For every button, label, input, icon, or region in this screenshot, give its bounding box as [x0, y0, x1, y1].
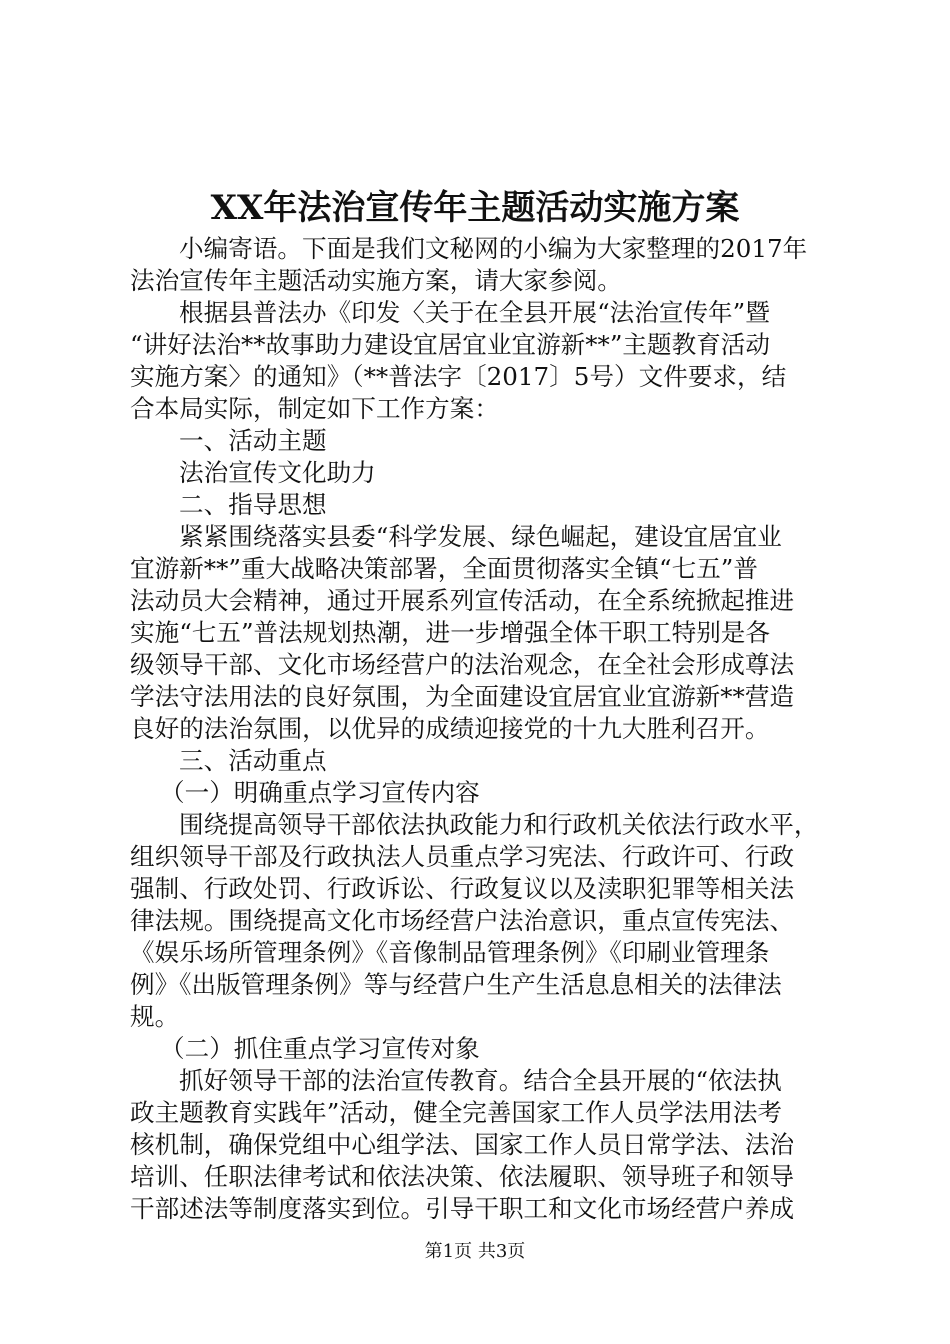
text-line: 学法守法用法的良好氛围，为全面建设宜居宜业宜游新**营造 [130, 682, 795, 711]
text-line: 实施方案〉的通知》（**普法字〔2017〕5号）文件要求，结 [130, 362, 787, 391]
text-line: 良好的法治氛围，以优异的成绩迎接党的十九大胜利召开。 [130, 714, 770, 743]
text-line: 法动员大会精神，通过开展系列宣传活动，在全系统掀起推进 [130, 586, 795, 615]
text-line: 律法规。围绕提高文化市场经营户法治意识，重点宣传宪法、 [130, 906, 795, 935]
text-line: 抓好领导干部的法治宣传教育。结合全县开展的“依法执 [179, 1066, 782, 1095]
text-line: 级领导干部、文化市场经营户的法治观念，在全社会形成尊法 [130, 650, 795, 679]
document-title: XX年法治宣传年主题活动实施方案 [210, 188, 740, 228]
section-heading: 一、活动主题 [179, 426, 327, 455]
text-line: 根据县普法办《印发〈关于在全县开展“法治宣传年”暨 [179, 298, 770, 327]
text-line: 合本局实际，制定如下工作方案： [130, 394, 499, 423]
text-line: 培训、任职法律考试和依法决策、依法履职、领导班子和领导 [130, 1162, 795, 1191]
text-line: 政主题教育实践年”活动，健全完善国家工作人员学法用法考 [130, 1098, 783, 1127]
text-line: 紧紧围绕落实县委“科学发展、绿色崛起，建设宜居宜业 [179, 522, 782, 551]
text-line: 强制、行政处罚、行政诉讼、行政复议以及渎职犯罪等相关法 [130, 874, 795, 903]
text-line: 规。 [130, 1002, 180, 1031]
text-line: 围绕提高领导干部依法执政能力和行政机关依法行政水平， [179, 810, 819, 839]
text-line: 法治宣传文化助力 [179, 458, 376, 487]
text-line: 《娱乐场所管理条例》《音像制品管理条例》《印刷业管理条 [130, 938, 770, 967]
text-line: 例》《出版管理条例》等与经营户生产生活息息相关的法律法 [130, 970, 782, 999]
text-line: 组织领导干部及行政执法人员重点学习宪法、行政许可、行政 [130, 842, 795, 871]
text-line: “讲好法治**故事助力建设宜居宜业宜游新**”主题教育活动 [130, 330, 770, 359]
text-line: 干部述法等制度落实到位。引导干职工和文化市场经营户养成 [130, 1194, 795, 1223]
text-line: 法治宣传年主题活动实施方案，请大家参阅。 [130, 266, 622, 295]
document-body [130, 233, 830, 1225]
text-line: 宜游新**”重大战略决策部署，全面贯彻落实全镇“七五”普 [130, 554, 758, 583]
subsection-heading: （一）明确重点学习宣传内容 [160, 778, 480, 807]
text-line: 核机制，确保党组中心组学法、国家工作人员日常学法、法治 [130, 1130, 795, 1159]
subsection-heading: （二）抓住重点学习宣传对象 [160, 1034, 480, 1063]
text-line: 实施“七五”普法规划热潮，进一步增强全体干职工特别是各 [130, 618, 770, 647]
section-heading: 二、指导思想 [179, 490, 327, 519]
text-line: 小编寄语。下面是我们文秘网的小编为大家整理的2017年 [179, 234, 808, 263]
section-heading: 三、活动重点 [179, 746, 327, 775]
page-number-footer: 第1页 共3页 [424, 1241, 526, 1262]
